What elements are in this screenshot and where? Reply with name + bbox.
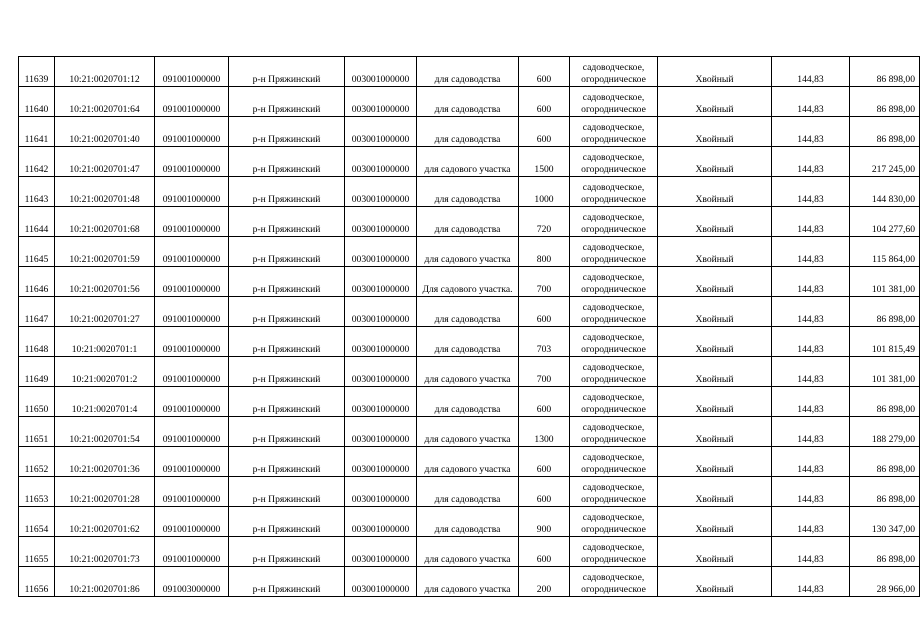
land-category-cell bbox=[570, 417, 658, 447]
land-category-cell bbox=[570, 537, 658, 567]
settlement-cell: Хвойный bbox=[658, 297, 772, 327]
land-category-line-2: огородническое bbox=[581, 133, 646, 145]
settlement-cell: Хвойный bbox=[658, 237, 772, 267]
use-code-cell: 003001000000 bbox=[345, 417, 417, 447]
permitted-use-cell: для садоводства bbox=[417, 87, 519, 117]
cadastral-value-cell: 86 898,00 bbox=[850, 537, 920, 567]
cadastral-number-cell: 10:21:0020701:47 bbox=[55, 147, 155, 177]
permitted-use-cell: для садового участка bbox=[417, 357, 519, 387]
land-category-line-1: садоводческое, bbox=[582, 482, 645, 493]
specific-value-cell: 144,83 bbox=[772, 147, 850, 177]
land-category-line-1: садоводческое, bbox=[582, 242, 645, 253]
specific-value-cell: 144,83 bbox=[772, 357, 850, 387]
land-category-line-2: огородническое bbox=[581, 583, 646, 595]
specific-value-cell: 144,83 bbox=[772, 507, 850, 537]
land-category-line-2: огородническое bbox=[581, 463, 646, 475]
okato-code-cell: 091001000000 bbox=[155, 357, 229, 387]
district-cell: р-н Пряжинский bbox=[229, 537, 345, 567]
okato-code-cell: 091001000000 bbox=[155, 267, 229, 297]
cadastral-number-cell: 10:21:0020701:64 bbox=[55, 87, 155, 117]
cadastral-value-cell: 86 898,00 bbox=[850, 57, 920, 87]
settlement-cell: Хвойный bbox=[658, 447, 772, 477]
cadastral-value-cell: 101 381,00 bbox=[850, 267, 920, 297]
settlement-cell: Хвойный bbox=[658, 147, 772, 177]
settlement-cell: Хвойный bbox=[658, 57, 772, 87]
cadastral-value-cell: 104 277,60 bbox=[850, 207, 920, 237]
land-category-line-1: садоводческое, bbox=[582, 542, 645, 553]
cadastral-number-cell: 10:21:0020701:1 bbox=[55, 327, 155, 357]
district-cell: р-н Пряжинский bbox=[229, 357, 345, 387]
cadastral-value-cell: 101 381,00 bbox=[850, 357, 920, 387]
land-category-line-2: огородническое bbox=[581, 223, 646, 235]
specific-value-cell: 144,83 bbox=[772, 417, 850, 447]
permitted-use-cell: для садового участка bbox=[417, 417, 519, 447]
district-cell: р-н Пряжинский bbox=[229, 447, 345, 477]
use-code-cell: 003001000000 bbox=[345, 387, 417, 417]
land-category-line-1: садоводческое, bbox=[582, 332, 645, 343]
permitted-use-cell: для садового участка bbox=[417, 237, 519, 267]
table-row bbox=[19, 147, 920, 177]
cadastral-number-cell: 10:21:0020701:48 bbox=[55, 177, 155, 207]
cadastral-value-cell: 115 864,00 bbox=[850, 237, 920, 267]
use-code-cell: 003001000000 bbox=[345, 567, 417, 597]
use-code-cell: 003001000000 bbox=[345, 447, 417, 477]
permitted-use-cell: для садоводства bbox=[417, 177, 519, 207]
area-cell: 1000 bbox=[519, 177, 570, 207]
table-body bbox=[19, 57, 920, 597]
district-cell: р-н Пряжинский bbox=[229, 297, 345, 327]
row-number-cell: 11653 bbox=[19, 477, 55, 507]
land-category-line-1: садоводческое, bbox=[582, 572, 645, 583]
land-category-line-1: садоводческое, bbox=[582, 92, 645, 103]
permitted-use-cell: для садового участка bbox=[417, 147, 519, 177]
cadastral-value-cell: 86 898,00 bbox=[850, 477, 920, 507]
cadastral-number-cell: 10:21:0020701:12 bbox=[55, 57, 155, 87]
land-category-cell bbox=[570, 297, 658, 327]
settlement-cell: Хвойный bbox=[658, 327, 772, 357]
specific-value-cell: 144,83 bbox=[772, 177, 850, 207]
specific-value-cell: 144,83 bbox=[772, 297, 850, 327]
land-category-line-2: огородническое bbox=[581, 193, 646, 205]
row-number-cell: 11656 bbox=[19, 567, 55, 597]
cadastral-value-cell: 101 815,49 bbox=[850, 327, 920, 357]
cadastral-value-cell: 188 279,00 bbox=[850, 417, 920, 447]
land-category-cell bbox=[570, 477, 658, 507]
district-cell: р-н Пряжинский bbox=[229, 417, 345, 447]
cadastral-number-cell: 10:21:0020701:36 bbox=[55, 447, 155, 477]
district-cell: р-н Пряжинский bbox=[229, 177, 345, 207]
district-cell: р-н Пряжинский bbox=[229, 147, 345, 177]
cadastral-number-cell: 10:21:0020701:59 bbox=[55, 237, 155, 267]
table-row bbox=[19, 87, 920, 117]
row-number-cell: 11649 bbox=[19, 357, 55, 387]
district-cell: р-н Пряжинский bbox=[229, 57, 345, 87]
use-code-cell: 003001000000 bbox=[345, 357, 417, 387]
land-category-line-1: садоводческое, bbox=[582, 422, 645, 433]
settlement-cell: Хвойный bbox=[658, 417, 772, 447]
land-category-line-2: огородническое bbox=[581, 373, 646, 385]
table-row bbox=[19, 117, 920, 147]
land-category-line-2: огородническое bbox=[581, 253, 646, 265]
permitted-use-cell: для садоводства bbox=[417, 507, 519, 537]
cadastral-value-cell: 144 830,00 bbox=[850, 177, 920, 207]
area-cell: 700 bbox=[519, 267, 570, 297]
use-code-cell: 003001000000 bbox=[345, 237, 417, 267]
cadastral-value-cell: 86 898,00 bbox=[850, 87, 920, 117]
area-cell: 600 bbox=[519, 117, 570, 147]
use-code-cell: 003001000000 bbox=[345, 87, 417, 117]
use-code-cell: 003001000000 bbox=[345, 57, 417, 87]
land-category-line-2: огородническое bbox=[581, 73, 646, 85]
land-category-cell bbox=[570, 87, 658, 117]
specific-value-cell: 144,83 bbox=[772, 117, 850, 147]
row-number-cell: 11652 bbox=[19, 447, 55, 477]
land-category-line-1: садоводческое, bbox=[582, 392, 645, 403]
permitted-use-cell: для садоводства bbox=[417, 297, 519, 327]
okato-code-cell: 091003000000 bbox=[155, 567, 229, 597]
land-category-cell bbox=[570, 207, 658, 237]
okato-code-cell: 091001000000 bbox=[155, 177, 229, 207]
row-number-cell: 11645 bbox=[19, 237, 55, 267]
cadastral-value-table bbox=[18, 56, 920, 597]
cadastral-value-cell: 86 898,00 bbox=[850, 387, 920, 417]
table-row bbox=[19, 357, 920, 387]
okato-code-cell: 091001000000 bbox=[155, 507, 229, 537]
land-category-cell bbox=[570, 447, 658, 477]
specific-value-cell: 144,83 bbox=[772, 267, 850, 297]
row-number-cell: 11651 bbox=[19, 417, 55, 447]
cadastral-number-cell: 10:21:0020701:73 bbox=[55, 537, 155, 567]
permitted-use-cell: для садоводства bbox=[417, 117, 519, 147]
area-cell: 703 bbox=[519, 327, 570, 357]
table-row bbox=[19, 327, 920, 357]
table-row bbox=[19, 297, 920, 327]
area-cell: 600 bbox=[519, 297, 570, 327]
district-cell: р-н Пряжинский bbox=[229, 477, 345, 507]
settlement-cell: Хвойный bbox=[658, 507, 772, 537]
cadastral-number-cell: 10:21:0020701:27 bbox=[55, 297, 155, 327]
permitted-use-cell: для садоводства bbox=[417, 387, 519, 417]
land-category-line-1: садоводческое, bbox=[582, 452, 645, 463]
settlement-cell: Хвойный bbox=[658, 177, 772, 207]
land-category-line-2: огородническое bbox=[581, 103, 646, 115]
okato-code-cell: 091001000000 bbox=[155, 447, 229, 477]
cadastral-number-cell: 10:21:0020701:28 bbox=[55, 477, 155, 507]
okato-code-cell: 091001000000 bbox=[155, 417, 229, 447]
land-category-line-1: садоводческое, bbox=[582, 182, 645, 193]
permitted-use-cell: для садового участка bbox=[417, 567, 519, 597]
cadastral-number-cell: 10:21:0020701:2 bbox=[55, 357, 155, 387]
land-category-cell bbox=[570, 357, 658, 387]
settlement-cell: Хвойный bbox=[658, 387, 772, 417]
land-category-cell bbox=[570, 567, 658, 597]
table-row bbox=[19, 387, 920, 417]
area-cell: 600 bbox=[519, 447, 570, 477]
permitted-use-cell: для садоводства bbox=[417, 477, 519, 507]
row-number-cell: 11644 bbox=[19, 207, 55, 237]
okato-code-cell: 091001000000 bbox=[155, 297, 229, 327]
okato-code-cell: 091001000000 bbox=[155, 237, 229, 267]
land-category-cell bbox=[570, 507, 658, 537]
area-cell: 800 bbox=[519, 237, 570, 267]
settlement-cell: Хвойный bbox=[658, 537, 772, 567]
land-category-line-1: садоводческое, bbox=[582, 212, 645, 223]
area-cell: 600 bbox=[519, 537, 570, 567]
land-category-line-2: огородническое bbox=[581, 553, 646, 565]
cadastral-value-cell: 86 898,00 bbox=[850, 447, 920, 477]
use-code-cell: 003001000000 bbox=[345, 297, 417, 327]
use-code-cell: 003001000000 bbox=[345, 117, 417, 147]
row-number-cell: 11640 bbox=[19, 87, 55, 117]
document-page bbox=[18, 56, 920, 597]
cadastral-value-cell: 217 245,00 bbox=[850, 147, 920, 177]
specific-value-cell: 144,83 bbox=[772, 87, 850, 117]
land-category-cell bbox=[570, 117, 658, 147]
land-category-cell bbox=[570, 327, 658, 357]
table-row bbox=[19, 237, 920, 267]
row-number-cell: 11654 bbox=[19, 507, 55, 537]
use-code-cell: 003001000000 bbox=[345, 267, 417, 297]
land-category-line-2: огородническое bbox=[581, 523, 646, 535]
land-category-line-2: огородническое bbox=[581, 163, 646, 175]
use-code-cell: 003001000000 bbox=[345, 477, 417, 507]
row-number-cell: 11639 bbox=[19, 57, 55, 87]
area-cell: 700 bbox=[519, 357, 570, 387]
land-category-line-2: огородническое bbox=[581, 343, 646, 355]
use-code-cell: 003001000000 bbox=[345, 177, 417, 207]
cadastral-number-cell: 10:21:0020701:40 bbox=[55, 117, 155, 147]
area-cell: 600 bbox=[519, 477, 570, 507]
district-cell: р-н Пряжинский bbox=[229, 267, 345, 297]
okato-code-cell: 091001000000 bbox=[155, 57, 229, 87]
specific-value-cell: 144,83 bbox=[772, 447, 850, 477]
table-row bbox=[19, 477, 920, 507]
land-category-cell bbox=[570, 387, 658, 417]
district-cell: р-н Пряжинский bbox=[229, 327, 345, 357]
district-cell: р-н Пряжинский bbox=[229, 507, 345, 537]
land-category-line-1: садоводческое, bbox=[582, 272, 645, 283]
table-row bbox=[19, 207, 920, 237]
area-cell: 1500 bbox=[519, 147, 570, 177]
specific-value-cell: 144,83 bbox=[772, 207, 850, 237]
table-row bbox=[19, 57, 920, 87]
specific-value-cell: 144,83 bbox=[772, 567, 850, 597]
settlement-cell: Хвойный bbox=[658, 87, 772, 117]
settlement-cell: Хвойный bbox=[658, 267, 772, 297]
okato-code-cell: 091001000000 bbox=[155, 207, 229, 237]
settlement-cell: Хвойный bbox=[658, 477, 772, 507]
permitted-use-cell: для садового участка bbox=[417, 447, 519, 477]
use-code-cell: 003001000000 bbox=[345, 537, 417, 567]
cadastral-value-cell: 130 347,00 bbox=[850, 507, 920, 537]
row-number-cell: 11642 bbox=[19, 147, 55, 177]
settlement-cell: Хвойный bbox=[658, 117, 772, 147]
permitted-use-cell: Для садового участка. bbox=[417, 267, 519, 297]
row-number-cell: 11643 bbox=[19, 177, 55, 207]
area-cell: 900 bbox=[519, 507, 570, 537]
okato-code-cell: 091001000000 bbox=[155, 477, 229, 507]
district-cell: р-н Пряжинский bbox=[229, 117, 345, 147]
land-category-cell bbox=[570, 147, 658, 177]
permitted-use-cell: для садоводства bbox=[417, 207, 519, 237]
row-number-cell: 11648 bbox=[19, 327, 55, 357]
table-row bbox=[19, 267, 920, 297]
permitted-use-cell: для садоводства bbox=[417, 57, 519, 87]
specific-value-cell: 144,83 bbox=[772, 327, 850, 357]
district-cell: р-н Пряжинский bbox=[229, 87, 345, 117]
area-cell: 600 bbox=[519, 387, 570, 417]
district-cell: р-н Пряжинский bbox=[229, 567, 345, 597]
land-category-line-1: садоводческое, bbox=[582, 152, 645, 163]
okato-code-cell: 091001000000 bbox=[155, 537, 229, 567]
table-row bbox=[19, 507, 920, 537]
okato-code-cell: 091001000000 bbox=[155, 147, 229, 177]
settlement-cell: Хвойный bbox=[658, 357, 772, 387]
land-category-line-1: садоводческое, bbox=[582, 362, 645, 373]
land-category-line-1: садоводческое, bbox=[582, 512, 645, 523]
table-row bbox=[19, 567, 920, 597]
land-category-cell bbox=[570, 237, 658, 267]
row-number-cell: 11647 bbox=[19, 297, 55, 327]
land-category-line-2: огородническое bbox=[581, 433, 646, 445]
use-code-cell: 003001000000 bbox=[345, 147, 417, 177]
cadastral-value-cell: 86 898,00 bbox=[850, 117, 920, 147]
land-category-cell bbox=[570, 267, 658, 297]
use-code-cell: 003001000000 bbox=[345, 327, 417, 357]
table-row bbox=[19, 447, 920, 477]
row-number-cell: 11641 bbox=[19, 117, 55, 147]
land-category-line-2: огородническое bbox=[581, 403, 646, 415]
cadastral-number-cell: 10:21:0020701:4 bbox=[55, 387, 155, 417]
okato-code-cell: 091001000000 bbox=[155, 117, 229, 147]
land-category-line-1: садоводческое, bbox=[582, 302, 645, 313]
cadastral-number-cell: 10:21:0020701:54 bbox=[55, 417, 155, 447]
okato-code-cell: 091001000000 bbox=[155, 327, 229, 357]
use-code-cell: 003001000000 bbox=[345, 207, 417, 237]
use-code-cell: 003001000000 bbox=[345, 507, 417, 537]
specific-value-cell: 144,83 bbox=[772, 387, 850, 417]
land-category-line-2: огородническое bbox=[581, 493, 646, 505]
land-category-cell bbox=[570, 57, 658, 87]
specific-value-cell: 144,83 bbox=[772, 57, 850, 87]
area-cell: 600 bbox=[519, 87, 570, 117]
cadastral-value-cell: 86 898,00 bbox=[850, 297, 920, 327]
specific-value-cell: 144,83 bbox=[772, 477, 850, 507]
permitted-use-cell: для садового участка bbox=[417, 537, 519, 567]
area-cell: 600 bbox=[519, 57, 570, 87]
cadastral-number-cell: 10:21:0020701:62 bbox=[55, 507, 155, 537]
table-row bbox=[19, 177, 920, 207]
row-number-cell: 11646 bbox=[19, 267, 55, 297]
table-row bbox=[19, 537, 920, 567]
cadastral-number-cell: 10:21:0020701:56 bbox=[55, 267, 155, 297]
okato-code-cell: 091001000000 bbox=[155, 387, 229, 417]
land-category-line-1: садоводческое, bbox=[582, 62, 645, 73]
cadastral-number-cell: 10:21:0020701:86 bbox=[55, 567, 155, 597]
table-row bbox=[19, 417, 920, 447]
area-cell: 200 bbox=[519, 567, 570, 597]
okato-code-cell: 091001000000 bbox=[155, 87, 229, 117]
specific-value-cell: 144,83 bbox=[772, 537, 850, 567]
settlement-cell: Хвойный bbox=[658, 207, 772, 237]
district-cell: р-н Пряжинский bbox=[229, 207, 345, 237]
land-category-line-2: огородническое bbox=[581, 283, 646, 295]
land-category-line-1: садоводческое, bbox=[582, 122, 645, 133]
specific-value-cell: 144,83 bbox=[772, 237, 850, 267]
permitted-use-cell: для садоводства bbox=[417, 327, 519, 357]
district-cell: р-н Пряжинский bbox=[229, 237, 345, 267]
settlement-cell: Хвойный bbox=[658, 567, 772, 597]
area-cell: 1300 bbox=[519, 417, 570, 447]
area-cell: 720 bbox=[519, 207, 570, 237]
cadastral-value-cell: 28 966,00 bbox=[850, 567, 920, 597]
row-number-cell: 11650 bbox=[19, 387, 55, 417]
row-number-cell: 11655 bbox=[19, 537, 55, 567]
land-category-line-2: огородническое bbox=[581, 313, 646, 325]
cadastral-number-cell: 10:21:0020701:68 bbox=[55, 207, 155, 237]
land-category-cell bbox=[570, 177, 658, 207]
district-cell: р-н Пряжинский bbox=[229, 387, 345, 417]
